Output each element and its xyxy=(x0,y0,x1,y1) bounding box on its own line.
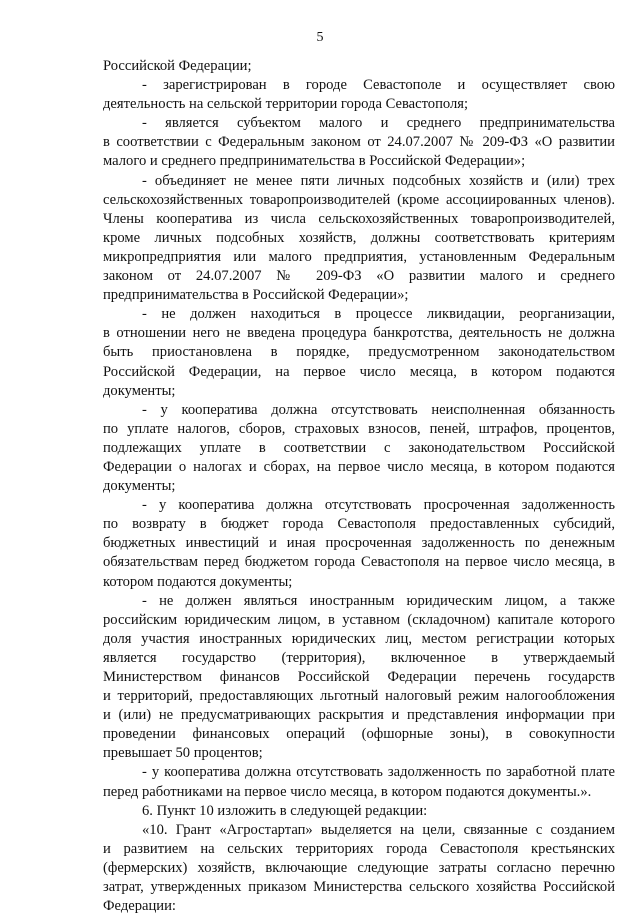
text-line: - является субъектом малого и среднего предпринимательства xyxy=(142,115,615,132)
text-line: предпринимательства в Российской Федерации»; xyxy=(103,287,409,304)
text-line: и развитием на сельских территориях города Севастополя крестьянских xyxy=(103,840,615,857)
text-line: - у кооператива должна отсутствовать неисполненная обязанность xyxy=(142,401,615,418)
text-line: кроме личных подсобных хозяйств, должны соответствовать критериям xyxy=(103,229,615,246)
text-line: сельскохозяйственных товаропроизводителей (кроме ассоциированных членов). xyxy=(103,191,615,208)
text-line: бюджетных инвестиций и иная просроченная задолженность по денежным xyxy=(103,535,615,552)
text-line: является государство (территория), включенное в утверждаемый xyxy=(103,649,615,666)
text-line: по возврату в бюджет города Севастополя предоставленных субсидий, xyxy=(103,516,615,533)
text-line: - не должен являться иностранным юридическим лицом, а также xyxy=(142,592,615,609)
text-line: доля участия иностранных юридических лиц, местом регистрации которых xyxy=(103,630,615,647)
text-line: Российской Федерации, на первое число месяца, в котором подаются xyxy=(103,363,615,380)
text-line: деятельность на сельской территории города Севастополя; xyxy=(103,96,469,113)
text-line: малого и среднего предпринимательства в Российской Федерации»; xyxy=(103,153,526,170)
text-line: и территорий, предоставляющих льготный налоговый режим налогообложения xyxy=(103,688,615,705)
text-line: микропредприятия или малого предприятия, установленным Федеральным xyxy=(103,248,615,265)
page-number: 5 xyxy=(316,30,324,45)
text-line: документы; xyxy=(103,478,176,495)
text-line: Российской Федерации; xyxy=(103,58,252,74)
text-line: по уплате налогов, сборов, страховых взносов, пеней, штрафов, процентов, xyxy=(103,420,615,437)
text-line: 6. Пункт 10 изложить в следующей редакции: xyxy=(142,802,428,819)
text-line: подлежащих уплате в соответствии с законодательством Российской xyxy=(103,439,615,456)
text-line: в соответствии с Федеральным законом от 24.07.2007 № 209-ФЗ «О развитии xyxy=(103,134,615,151)
text-line: перед работниками на первое число месяца, в котором подаются документы.». xyxy=(103,783,592,800)
text-line: законом от 24.07.2007 № 209-ФЗ «О развитии малого и среднего xyxy=(103,268,615,285)
document-body xyxy=(103,57,615,916)
text-line: превышает 50 процентов; xyxy=(103,745,263,762)
text-line: - зарегистрирован в городе Севастополе и осуществляет свою xyxy=(142,77,615,94)
text-line: - у кооператива должна отсутствовать просроченная задолженность xyxy=(142,497,615,514)
text-line: «10. Грант «Агростартап» выделяется на цели, связанные с созданием xyxy=(142,821,615,838)
text-line: быть приостановлена в порядке, предусмотренном законодательством xyxy=(103,344,615,361)
text-line: - у кооператива должна отсутствовать задолженность по заработной плате xyxy=(142,764,615,781)
text-line: - объединяет не менее пяти личных подсобных хозяйств и (или) трех xyxy=(142,172,615,189)
text-line: Федерации о налогах и сборах, на первое число месяца, в котором подаются xyxy=(103,458,615,475)
text-line: российским юридическим лицом, в уставном (складочном) капитале которого xyxy=(103,611,615,628)
text-line: Федерации: xyxy=(103,898,176,915)
text-line: затрат, утвержденных приказом Министерства сельского хозяйства Российской xyxy=(103,879,615,896)
text-line: котором подаются документы; xyxy=(103,573,293,590)
text-line: Члены кооператива из числа сельскохозяйственных товаропроизводителей, xyxy=(103,210,615,227)
text-line: проведении финансовых операций (офшорные зоны), в совокупности xyxy=(103,726,615,743)
text-line: Министерством финансов Российской Федерации перечень государств xyxy=(103,669,615,685)
text-line: - не должен находиться в процессе ликвидации, реорганизации, xyxy=(142,306,615,323)
text-line: документы; xyxy=(103,382,176,399)
text-line: в отношении него не введена процедура банкротства, деятельность не должна xyxy=(103,325,615,342)
text-line: и (или) не предусматривающих раскрытия и представления информации при xyxy=(103,707,615,724)
text-line: обязательствам перед бюджетом города Севастополя на первое число месяца, в xyxy=(103,554,615,571)
text-line: (фермерских) хозяйств, включающие следующие затраты согласно перечню xyxy=(103,859,615,876)
